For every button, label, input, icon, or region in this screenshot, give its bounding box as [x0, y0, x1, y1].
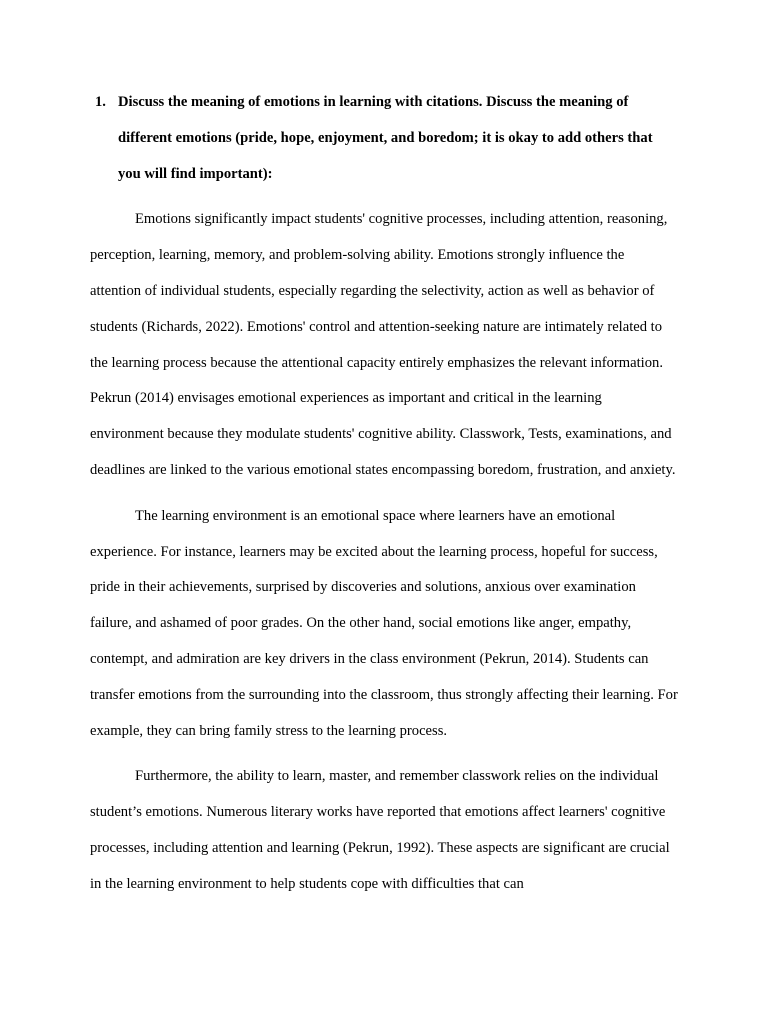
paragraph-emotions-cognition: Emotions significantly impact students' cognitive processes, including attention, reasoning, perception, learning, memory, and problem-solving ability. Emotions strongly influence the attention of individual students, especially regarding the selectivity, action as well as behavior of students (Richards, 2022). Emotions' control and attention-seeking nature are intimately related to the learning process because the attentional capacity entirely emphasizes the relevant information. Pekrun (2014) envisages emotional experiences as important and critical in the learning environment because they modulate students' cognitive ability. Classwork, Tests, examinations, and deadlines are linked to the various emotional states encompassing boredom, frustration, and anxiety.	[90, 211, 676, 478]
question-text: Discuss the meaning of emotions in learning with citations. Discuss the meaning of different emotions (pride, hope, enjoyment, and boredom; it is okay to add others that you will find important):	[118, 94, 653, 182]
question-heading	[90, 85, 678, 192]
paragraph-learning-environment: The learning environment is an emotional space where learners have an emotional experience. For instance, learners may be excited about the learning process, hopeful for success, pride in their achievements, surprised by discoveries and solutions, anxious over examination failure, and ashamed of poor grades. On the other hand, social emotions like anger, empathy, contempt, and admiration are key drivers in the class environment (Pekrun, 2014). Students can transfer emotions from the surrounding into the classroom, thus strongly affecting their learning. For example, they can bring family stress to the learning process.	[90, 507, 678, 739]
question-number: 1.	[95, 94, 106, 110]
paragraph-learning-ability: Furthermore, the ability to learn, master, and remember classwork relies on the individual student’s emotions. Numerous literary works have reported that emotions affect learners' cognitive processes, including attention and learning (Pekrun, 1992). These aspects are significant are crucial in the learning environment to help students cope with difficulties that can	[90, 768, 670, 892]
